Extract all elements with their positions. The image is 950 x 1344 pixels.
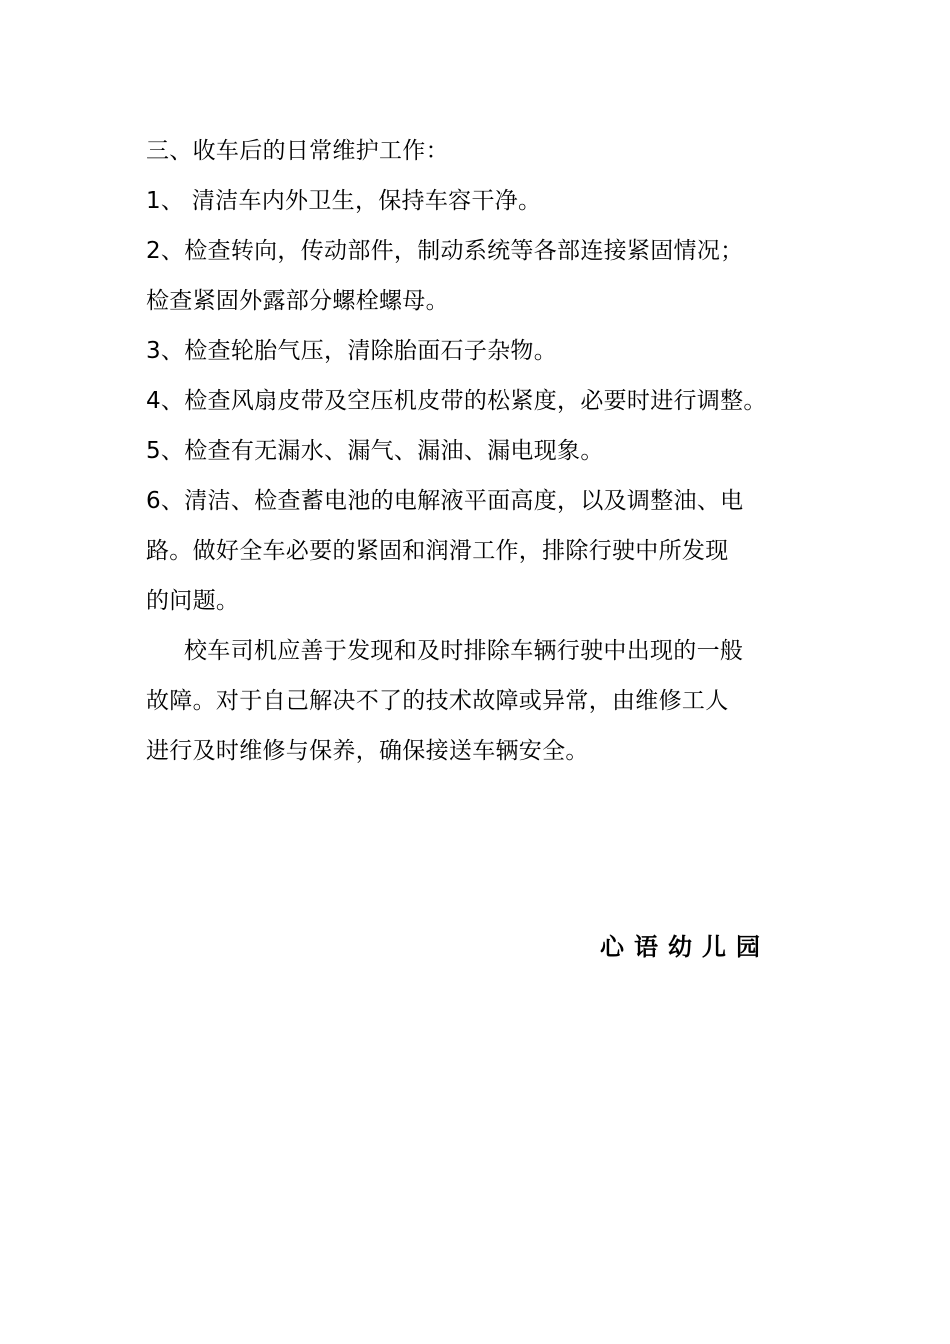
closing-paragraph-line-1: 校车司机应善于发现和及时排除车辆行驶中出现的一般 <box>184 638 744 664</box>
closing-paragraph-line-2: 故障。对于自己解决不了的技术故障或异常，由维修工人 <box>146 688 729 714</box>
section-heading: 三、收车后的日常维护工作： <box>146 138 449 164</box>
item-3: 3、检查轮胎气压，清除胎面石子杂物。 <box>146 338 558 364</box>
item-6: 6、清洁、检查蓄电池的电解液平面高度，以及调整油、电 <box>146 488 744 514</box>
item-6-continuation-1: 路。做好全车必要的紧固和润滑工作，排除行驶中所发现 <box>146 538 729 564</box>
item-5: 5、检查有无漏水、漏气、漏油、漏电现象。 <box>146 438 604 464</box>
item-6-continuation-2: 的问题。 <box>146 588 240 614</box>
signature-kindergarten-name: 心语幼儿园 <box>600 933 770 961</box>
closing-paragraph-line-3: 进行及时维修与保养，确保接送车辆安全。 <box>146 738 589 764</box>
item-2-continuation: 检查紧固外露部分螺栓螺母。 <box>146 288 449 314</box>
item-1: 1、 清洁车内外卫生，保持车容干净。 <box>146 188 542 214</box>
item-2: 2、检查转向，传动部件，制动系统等各部连接紧固情况； <box>146 238 744 264</box>
item-4: 4、检查风扇皮带及空压机皮带的松紧度，必要时进行调整。 <box>146 388 767 414</box>
